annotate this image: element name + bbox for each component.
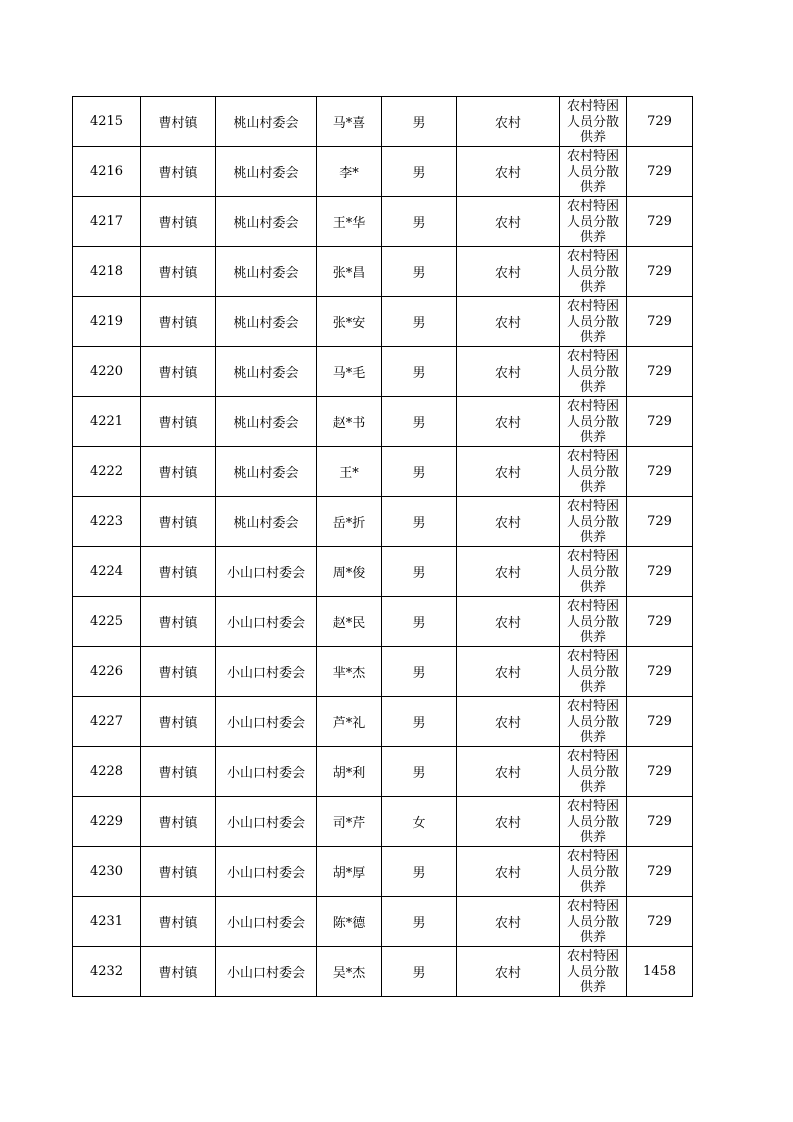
village-committee-cell: 小山口村委会	[216, 897, 317, 947]
area-type-cell: 农村	[457, 497, 560, 547]
row-number-cell: 4221	[73, 397, 141, 447]
name-cell: 陈*德	[317, 897, 382, 947]
category-cell	[560, 397, 627, 447]
row-number-cell: 4223	[73, 497, 141, 547]
sex-cell: 男	[382, 297, 457, 347]
town-cell: 曹村镇	[141, 247, 216, 297]
amount-cell: 729	[627, 547, 693, 597]
table-row	[73, 897, 693, 947]
amount-cell: 729	[627, 647, 693, 697]
category-cell	[560, 897, 627, 947]
category-text: 农村特困人员分散供养	[566, 149, 619, 195]
category-cell	[560, 547, 627, 597]
village-committee-cell: 小山口村委会	[216, 847, 317, 897]
amount-cell: 729	[627, 147, 693, 197]
sex-cell: 男	[382, 247, 457, 297]
row-number-cell: 4224	[73, 547, 141, 597]
village-committee-cell: 小山口村委会	[216, 647, 317, 697]
name-cell: 王*	[317, 447, 382, 497]
category-text: 农村特困人员分散供养	[566, 199, 619, 245]
category-text: 农村特困人员分散供养	[566, 249, 619, 295]
sex-cell: 男	[382, 497, 457, 547]
category-text: 农村特困人员分散供养	[566, 549, 619, 595]
name-cell: 岳*折	[317, 497, 382, 547]
category-cell	[560, 947, 627, 997]
category-text: 农村特困人员分散供养	[566, 399, 619, 445]
name-cell: 张*安	[317, 297, 382, 347]
amount-cell: 729	[627, 897, 693, 947]
row-number-cell: 4232	[73, 947, 141, 997]
name-cell: 胡*利	[317, 747, 382, 797]
category-cell	[560, 497, 627, 547]
amount-cell: 1458	[627, 947, 693, 997]
amount-cell: 729	[627, 97, 693, 147]
category-cell	[560, 747, 627, 797]
amount-cell: 729	[627, 447, 693, 497]
name-cell: 周*俊	[317, 547, 382, 597]
village-committee-cell: 小山口村委会	[216, 797, 317, 847]
category-text: 农村特困人员分散供养	[566, 699, 619, 745]
category-text: 农村特困人员分散供养	[566, 99, 619, 145]
sex-cell: 女	[382, 797, 457, 847]
table-row	[73, 247, 693, 297]
area-type-cell: 农村	[457, 697, 560, 747]
name-cell: 王*华	[317, 197, 382, 247]
town-cell: 曹村镇	[141, 797, 216, 847]
category-text: 农村特困人员分散供养	[566, 799, 619, 845]
town-cell: 曹村镇	[141, 547, 216, 597]
table-row	[73, 497, 693, 547]
table-body	[73, 97, 693, 997]
village-committee-cell: 桃山村委会	[216, 347, 317, 397]
row-number-cell: 4215	[73, 97, 141, 147]
name-cell: 马*毛	[317, 347, 382, 397]
town-cell: 曹村镇	[141, 197, 216, 247]
category-text: 农村特困人员分散供养	[566, 449, 619, 495]
village-committee-cell: 桃山村委会	[216, 197, 317, 247]
sex-cell: 男	[382, 347, 457, 397]
town-cell: 曹村镇	[141, 947, 216, 997]
amount-cell: 729	[627, 497, 693, 547]
table-row	[73, 447, 693, 497]
town-cell: 曹村镇	[141, 397, 216, 447]
row-number-cell: 4220	[73, 347, 141, 397]
row-number-cell: 4218	[73, 247, 141, 297]
table-row	[73, 647, 693, 697]
table-row	[73, 297, 693, 347]
row-number-cell: 4228	[73, 747, 141, 797]
area-type-cell: 农村	[457, 597, 560, 647]
category-text: 农村特困人员分散供养	[566, 949, 619, 995]
table-row	[73, 847, 693, 897]
category-text: 农村特困人员分散供养	[566, 849, 619, 895]
village-committee-cell: 小山口村委会	[216, 597, 317, 647]
row-number-cell: 4231	[73, 897, 141, 947]
category-cell	[560, 147, 627, 197]
name-cell: 芦*礼	[317, 697, 382, 747]
sex-cell: 男	[382, 547, 457, 597]
village-committee-cell: 桃山村委会	[216, 497, 317, 547]
category-cell	[560, 847, 627, 897]
town-cell: 曹村镇	[141, 297, 216, 347]
town-cell: 曹村镇	[141, 697, 216, 747]
amount-cell: 729	[627, 697, 693, 747]
name-cell: 芈*杰	[317, 647, 382, 697]
category-text: 农村特困人员分散供养	[566, 599, 619, 645]
town-cell: 曹村镇	[141, 497, 216, 547]
category-cell	[560, 247, 627, 297]
town-cell: 曹村镇	[141, 897, 216, 947]
area-type-cell: 农村	[457, 947, 560, 997]
village-committee-cell: 桃山村委会	[216, 247, 317, 297]
table-row	[73, 697, 693, 747]
category-text: 农村特困人员分散供养	[566, 649, 619, 695]
table-row	[73, 747, 693, 797]
sex-cell: 男	[382, 197, 457, 247]
table-row	[73, 97, 693, 147]
row-number-cell: 4219	[73, 297, 141, 347]
row-number-cell: 4225	[73, 597, 141, 647]
table-row	[73, 547, 693, 597]
sex-cell: 男	[382, 647, 457, 697]
area-type-cell: 农村	[457, 897, 560, 947]
town-cell: 曹村镇	[141, 147, 216, 197]
name-cell: 胡*厚	[317, 847, 382, 897]
name-cell: 赵*书	[317, 397, 382, 447]
category-cell	[560, 297, 627, 347]
category-text: 农村特困人员分散供养	[566, 749, 619, 795]
town-cell: 曹村镇	[141, 647, 216, 697]
area-type-cell: 农村	[457, 247, 560, 297]
area-type-cell: 农村	[457, 197, 560, 247]
village-committee-cell: 桃山村委会	[216, 297, 317, 347]
table-row	[73, 197, 693, 247]
town-cell: 曹村镇	[141, 347, 216, 397]
category-cell	[560, 347, 627, 397]
amount-cell: 729	[627, 797, 693, 847]
table-row	[73, 397, 693, 447]
area-type-cell: 农村	[457, 297, 560, 347]
row-number-cell: 4217	[73, 197, 141, 247]
amount-cell: 729	[627, 247, 693, 297]
table-row	[73, 597, 693, 647]
name-cell: 吴*杰	[317, 947, 382, 997]
area-type-cell: 农村	[457, 847, 560, 897]
village-committee-cell: 小山口村委会	[216, 947, 317, 997]
row-number-cell: 4222	[73, 447, 141, 497]
village-committee-cell: 小山口村委会	[216, 747, 317, 797]
sex-cell: 男	[382, 897, 457, 947]
table-row	[73, 147, 693, 197]
sex-cell: 男	[382, 847, 457, 897]
table-row	[73, 947, 693, 997]
sex-cell: 男	[382, 697, 457, 747]
name-cell: 张*昌	[317, 247, 382, 297]
area-type-cell: 农村	[457, 547, 560, 597]
area-type-cell: 农村	[457, 447, 560, 497]
area-type-cell: 农村	[457, 347, 560, 397]
sex-cell: 男	[382, 97, 457, 147]
village-committee-cell: 小山口村委会	[216, 697, 317, 747]
sex-cell: 男	[382, 597, 457, 647]
category-cell	[560, 797, 627, 847]
sex-cell: 男	[382, 447, 457, 497]
sex-cell: 男	[382, 147, 457, 197]
area-type-cell: 农村	[457, 147, 560, 197]
town-cell: 曹村镇	[141, 847, 216, 897]
village-committee-cell: 桃山村委会	[216, 97, 317, 147]
amount-cell: 729	[627, 197, 693, 247]
row-number-cell: 4229	[73, 797, 141, 847]
category-cell	[560, 697, 627, 747]
name-cell: 马*喜	[317, 97, 382, 147]
village-committee-cell: 桃山村委会	[216, 147, 317, 197]
town-cell: 曹村镇	[141, 747, 216, 797]
area-type-cell: 农村	[457, 97, 560, 147]
category-text: 农村特困人员分散供养	[566, 499, 619, 545]
table-row	[73, 797, 693, 847]
name-cell: 赵*民	[317, 597, 382, 647]
row-number-cell: 4230	[73, 847, 141, 897]
row-number-cell: 4227	[73, 697, 141, 747]
town-cell: 曹村镇	[141, 447, 216, 497]
category-cell	[560, 197, 627, 247]
village-committee-cell: 桃山村委会	[216, 397, 317, 447]
amount-cell: 729	[627, 397, 693, 447]
row-number-cell: 4226	[73, 647, 141, 697]
category-text: 农村特困人员分散供养	[566, 899, 619, 945]
town-cell: 曹村镇	[141, 597, 216, 647]
sex-cell: 男	[382, 747, 457, 797]
amount-cell: 729	[627, 847, 693, 897]
amount-cell: 729	[627, 597, 693, 647]
village-committee-cell: 小山口村委会	[216, 547, 317, 597]
amount-cell: 729	[627, 747, 693, 797]
table-row	[73, 347, 693, 397]
amount-cell: 729	[627, 347, 693, 397]
amount-cell: 729	[627, 297, 693, 347]
sex-cell: 男	[382, 397, 457, 447]
category-cell	[560, 597, 627, 647]
category-text: 农村特困人员分散供养	[566, 299, 619, 345]
name-cell: 司*芹	[317, 797, 382, 847]
row-number-cell: 4216	[73, 147, 141, 197]
village-committee-cell: 桃山村委会	[216, 447, 317, 497]
town-cell: 曹村镇	[141, 97, 216, 147]
category-cell	[560, 647, 627, 697]
category-cell	[560, 97, 627, 147]
area-type-cell: 农村	[457, 647, 560, 697]
area-type-cell: 农村	[457, 797, 560, 847]
category-text: 农村特困人员分散供养	[566, 349, 619, 395]
name-cell: 李*	[317, 147, 382, 197]
sex-cell: 男	[382, 947, 457, 997]
data-table	[72, 96, 693, 997]
area-type-cell: 农村	[457, 397, 560, 447]
category-cell	[560, 447, 627, 497]
area-type-cell: 农村	[457, 747, 560, 797]
